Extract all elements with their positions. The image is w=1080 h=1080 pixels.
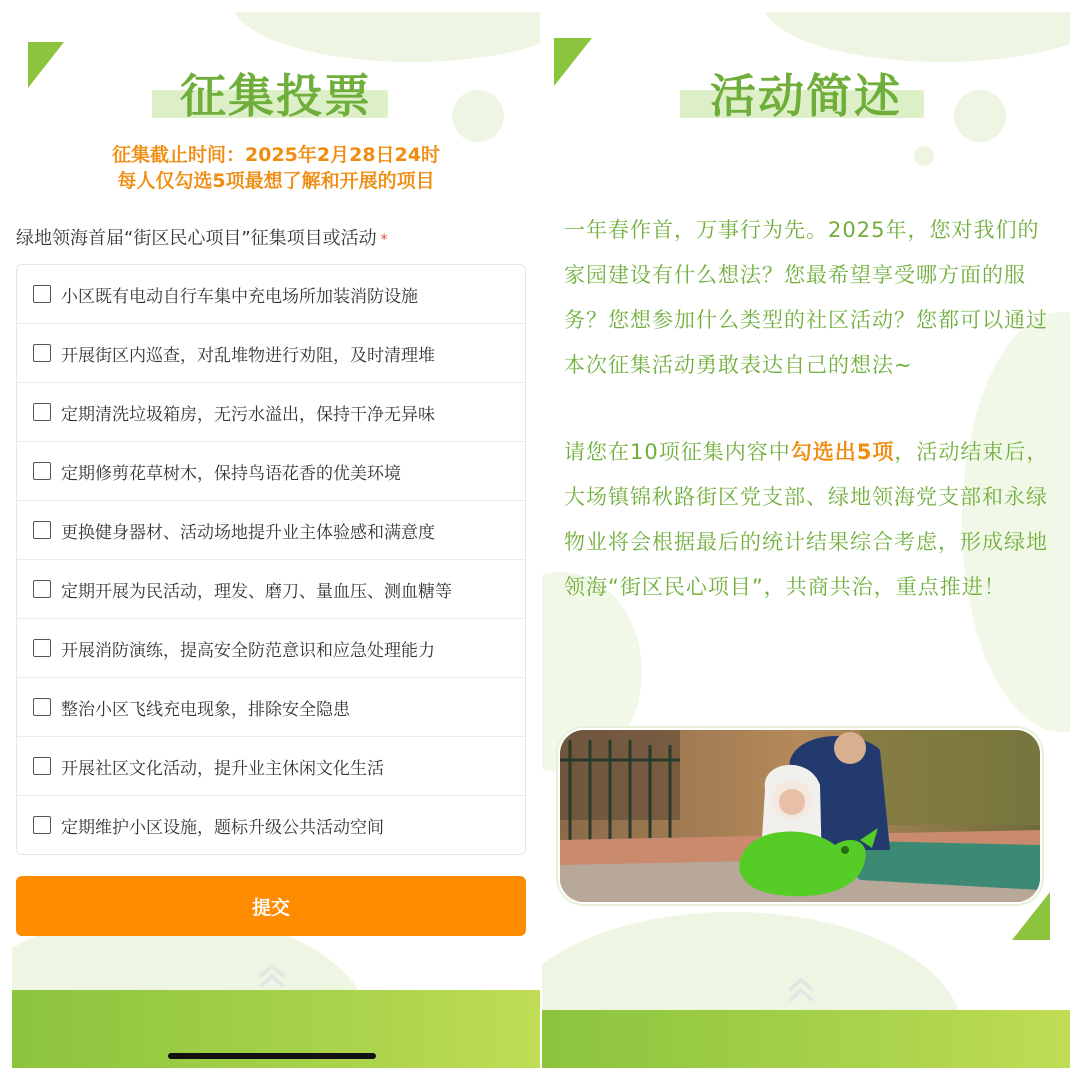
checkbox-icon[interactable] — [33, 816, 51, 834]
bg-blob — [914, 146, 934, 166]
checkbox-option[interactable] — [17, 619, 525, 678]
option-label: 定期开展为民活动，理发、磨刀、量血压、测血糖等 — [61, 581, 452, 602]
option-label: 整治小区飞线充电现象，排除安全隐患 — [61, 699, 350, 720]
submit-button[interactable]: 提交 — [16, 876, 526, 936]
description-panel — [542, 12, 1070, 1068]
checkbox-option[interactable] — [17, 324, 525, 383]
notice — [12, 142, 540, 194]
required-mark: * — [380, 232, 388, 248]
question-text: 绿地领海首届“街区民心项目”征集项目或活动 — [16, 228, 377, 249]
option-label: 开展消防演练，提高安全防范意识和应急处理能力 — [61, 640, 435, 661]
bg-blob — [232, 12, 540, 62]
page-title: 活动简述 — [710, 69, 902, 123]
option-label: 开展社区文化活动，提升业主休闲文化生活 — [61, 758, 384, 779]
checkbox-option[interactable] — [17, 442, 525, 501]
checkbox-icon[interactable] — [33, 698, 51, 716]
option-label: 开展街区内巡查，对乱堆物进行劝阻，及时清理堆 — [61, 345, 435, 366]
checkbox-icon[interactable] — [33, 462, 51, 480]
option-label: 定期维护小区设施，题标升级公共活动空间 — [61, 817, 384, 838]
checkbox-icon[interactable] — [33, 403, 51, 421]
double-chevron-up-icon[interactable] — [257, 958, 287, 992]
checkbox-option[interactable] — [17, 737, 525, 796]
option-label: 定期修剪花草树木，保持鸟语花香的优美环境 — [61, 463, 401, 484]
vote-panel — [12, 12, 540, 1068]
home-indicator[interactable] — [168, 1053, 376, 1059]
checkbox-icon[interactable] — [33, 639, 51, 657]
checkbox-icon[interactable] — [33, 580, 51, 598]
checkbox-list — [16, 264, 526, 855]
checkbox-option[interactable] — [17, 560, 525, 619]
option-label: 定期清洗垃圾箱房，无污水溢出，保持干净无异味 — [61, 404, 435, 425]
option-label: 更换健身器材、活动场地提升业主体验感和满意度 — [61, 522, 435, 543]
intro-paragraph: 一年春作首，万事行为先。2025年，您对我们的家园建设有什么想法？您最希望享受哪方面的服务？您想参加什么类型的社区活动？您都可以通过本次征集活动勇敢表达自己的想法~ — [564, 218, 1048, 377]
activity-photo — [558, 728, 1042, 904]
instruction-emphasis: 勾选出5项 — [790, 440, 895, 464]
checkbox-option[interactable] — [17, 678, 525, 737]
description-title — [542, 60, 1070, 123]
deadline-text: 征集截止时间：2025年2月28日24时 — [112, 144, 440, 166]
checkbox-icon[interactable] — [33, 344, 51, 362]
option-label: 小区既有电动自行车集中充电场所加装消防设施 — [61, 286, 418, 307]
checkbox-icon[interactable] — [33, 521, 51, 539]
checkbox-icon[interactable] — [33, 285, 51, 303]
vote-title — [12, 60, 540, 123]
checkbox-option[interactable] — [17, 796, 525, 854]
question-label — [16, 224, 388, 250]
bg-blob — [762, 12, 1070, 62]
checkbox-option[interactable] — [17, 383, 525, 442]
instruction-text-after: ，活动结束后，大场镇锦秋路街区党支部、绿地领海党支部和永绿物业将会根据最后的统计结果综合考虑，形成绿地领海“街区民心项目”，共商共治，重点推进！ — [564, 440, 1049, 599]
playground-photo-illustration — [560, 730, 1040, 902]
bottom-green-band — [542, 1010, 1070, 1068]
instruction-text: 每人仅勾选5项最想了解和开展的项目 — [117, 170, 435, 192]
checkbox-option[interactable] — [17, 501, 525, 560]
checkbox-icon[interactable] — [33, 757, 51, 775]
instruction-paragraph — [564, 430, 1058, 610]
checkbox-option[interactable] — [17, 265, 525, 324]
instruction-text-before: 请您在10项征集内容中 — [564, 440, 791, 464]
page-title: 征集投票 — [180, 69, 372, 123]
double-chevron-up-icon[interactable] — [786, 972, 816, 1006]
